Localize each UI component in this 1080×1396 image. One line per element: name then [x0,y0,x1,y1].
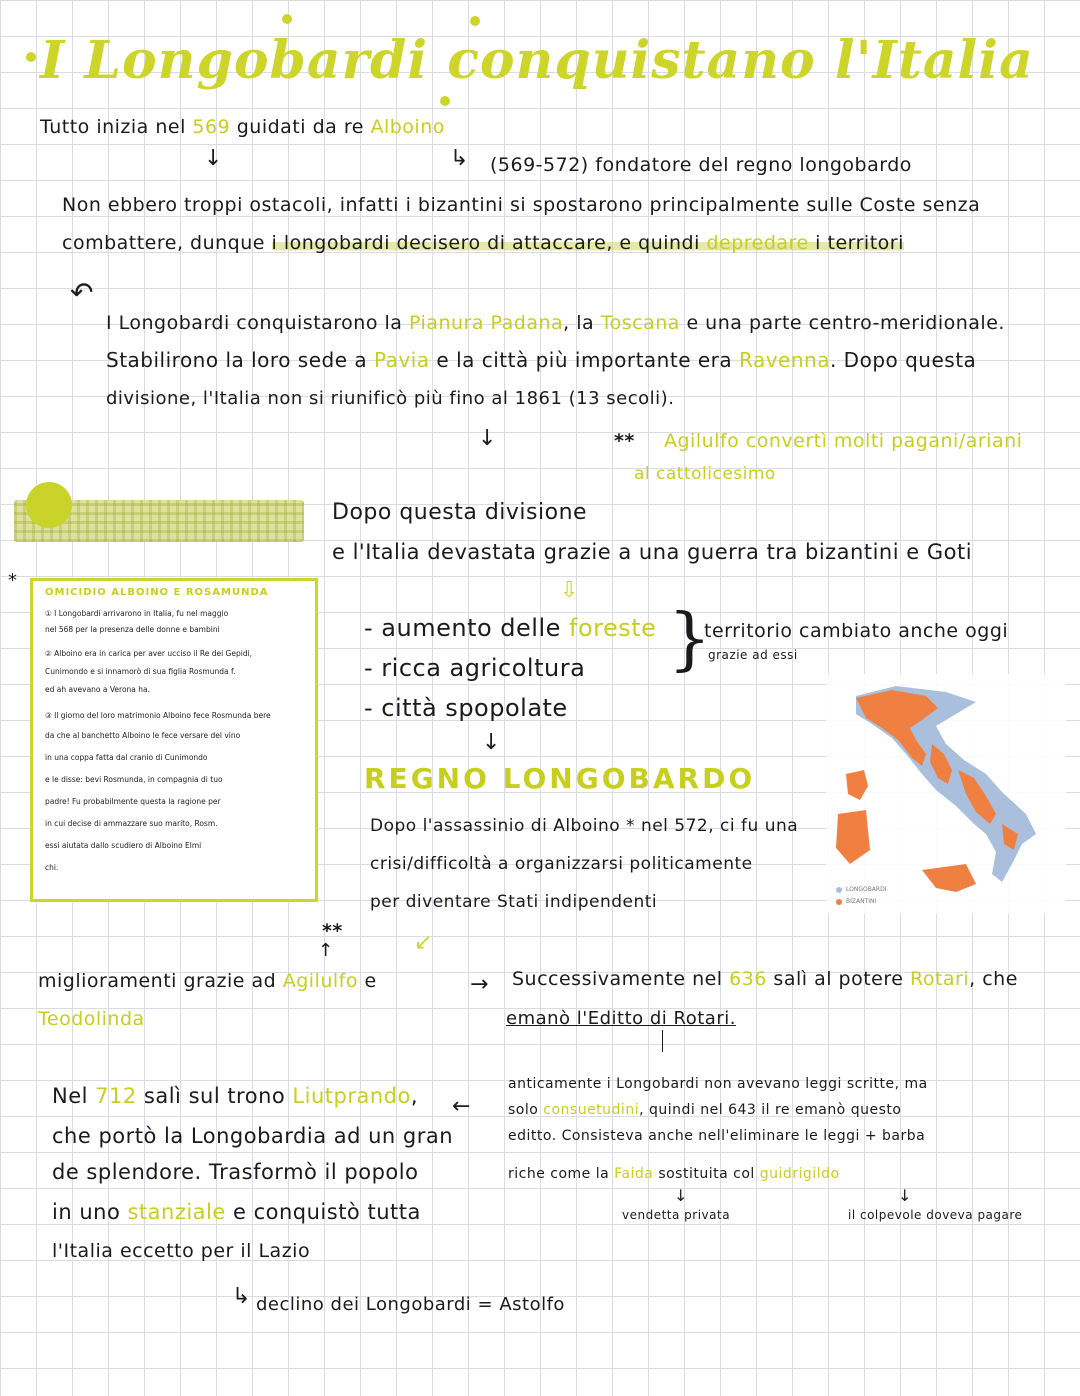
rotari-text: Successivamente nel [512,968,730,990]
consequence-item: - città spopolate [364,694,568,722]
rotari-text: salì al potere [766,968,910,990]
legend-bizantini-dot [836,899,842,905]
italy-map [826,674,1066,914]
agilulfo-note-line2: al cattolicesimo [634,464,776,484]
left-arrow-icon: ← [452,1094,471,1119]
division-line1: Dopo questa divisione [332,500,588,525]
para2-text: e una parte centro-meridionale. [679,312,1005,334]
consequence-item: - ricca agricoltura [364,654,586,682]
omicidio-box [30,578,318,902]
consequence-text: - aumento delle [364,614,570,642]
box-star: * [8,570,18,591]
brace-note1: territorio cambiato anche oggi [704,620,1009,642]
editto-line3: editto. Consisteva anche nell'eliminare le leggi + barba [508,1128,926,1144]
improvements-text: miglioramenti grazie ad [38,970,283,992]
para1-depredare: depredare [706,232,809,254]
legend-longobardi-dot [836,887,842,893]
pianura-padana: Pianura Padana [408,312,564,334]
liutprando-text: Nel [52,1084,96,1108]
hook-arrow-icon: ↶ [70,276,94,309]
rotari-year: 636 [729,968,767,990]
connector-line [662,1030,663,1052]
box-line: e le disse: bevi Rosmunda, in compagnia di tuo [45,775,223,784]
para1-highlight [272,232,904,254]
improvements-line1 [38,970,377,992]
liutprando-line4 [52,1200,421,1224]
box-line: Cunimondo e si innamorò di sua figlia Rosmunda f. [45,667,236,676]
regno-heading: REGNO LONGOBARDO [364,762,756,795]
box-line: padre! Fu probabilmente questa la ragione per [45,797,221,806]
toscana: Toscana [600,312,680,334]
box-line: essi aiutata dallo scudiero di Alboino Elmi [45,841,202,850]
consequence-item [364,614,656,642]
para2-text: , la [563,312,601,334]
pavia: Pavia [373,348,430,372]
teodolinda: Teodolinda [38,1008,145,1030]
editto-line1: anticamente i Longobardi non avevano leggi scritte, ma [508,1076,928,1092]
box-line: ② Alboino era in carica per aver ucciso il Re dei Gepidi, [45,649,253,658]
down-arrow-icon: ↓ [674,1186,688,1205]
rotari-line1 [512,968,1018,990]
pin-icon [26,482,72,528]
brace-icon: } [668,600,712,679]
editto-text: riche come la [508,1166,615,1182]
foreste: foreste [569,614,657,642]
box-line: nel 568 per la presenza delle donne e bambini [45,625,220,634]
legend-bizantini: BIZANTINI [846,898,877,905]
brace-note2: grazie ad essi [708,648,798,662]
box-line: chi. [45,863,59,872]
liutprando-line2: che portò la Longobardia ad un gran [52,1124,454,1148]
liutprando-line1 [52,1084,418,1108]
curved-arrow-icon: ↳ [450,146,469,171]
box-line: in una coppa fatta dal cranio di Cunimondo [45,753,208,762]
box-line: in cui decise di ammazzare suo marito, Rosm. [45,819,218,828]
page-title: I Longobardi conquistano l'Italia [40,30,1034,91]
checkmark-arrow-icon: ↙ [414,930,433,955]
improvements-text: e [357,970,377,992]
para1-text-d: i territori [808,232,904,254]
intro-text-2: guidati da re [230,116,371,138]
liutprando-text: e conquistò tutta [225,1200,421,1224]
intro-text: Tutto inizia nel [40,116,193,138]
title-dot [282,14,292,24]
regno-line1: Dopo l'assassinio di Alboino * nel 572, ci fu una [370,816,799,836]
title-dot [440,96,450,106]
legend-longobardi: LONGOBARDI [846,886,887,893]
regno-line3: per diventare Stati indipendenti [370,892,658,912]
down-arrow-icon: ⇩ [560,578,579,603]
down-arrow-icon: ↓ [478,426,497,451]
para1-text-b: i longobardi decisero di attaccare, e quindi [271,232,707,254]
liutprando-name: Liutprando [292,1084,411,1108]
agilulfo-note-line1: Agilulfo convertì molti pagani/ariani [664,430,1023,452]
intro-line [40,116,445,138]
division-line2: e l'Italia devastata grazie a una guerra tra bizantini e Goti [332,540,973,564]
right-arrow-icon: → [470,972,489,997]
editto-line2 [508,1102,901,1118]
down-arrow-icon: ↓ [482,730,501,755]
regno-line2: crisi/difficoltà a organizzarsi politicamente [370,854,753,874]
guidrigildo-meaning: il colpevole doveva pagare [848,1208,1023,1222]
title-dot [470,16,480,26]
para1-line2 [62,232,904,254]
rotari-text: , che [969,968,1018,990]
faida-meaning: vendetta privata [622,1208,731,1222]
editto-line4 [508,1166,840,1182]
para2-line1 [106,312,1005,334]
title-dot [26,52,36,62]
alboino-note: (569-572) fondatore del regno longobardo [490,154,912,176]
para2-text: . Dopo questa [829,348,977,372]
para2-line2 [106,348,976,372]
agilulfo-stars: ** [614,430,635,452]
box-line: da che al banchetto Alboino le fece versare del vino [45,731,241,740]
faida: Faida [614,1166,654,1182]
box-title: OMICIDIO ALBOINO E ROSAMUNDA [45,587,269,598]
editto-text: sostituita col [653,1166,760,1182]
guidrigildo: guidrigildo [759,1166,840,1182]
ravenna: Ravenna [739,348,830,372]
down-arrow-icon: ↓ [898,1186,912,1205]
decline-line: declino dei Longobardi = Astolfo [256,1294,565,1315]
editto-text: , quindi nel 643 il re emanò questo [639,1102,902,1118]
editto-text: solo [508,1102,544,1118]
liutprando-line5: l'Italia eccetto per il Lazio [52,1240,311,1262]
liutprando-text: in uno [52,1200,128,1224]
liutprando-line3: de splendore. Trasformò il popolo [52,1160,419,1184]
intro-year: 569 [192,116,231,138]
box-line: ① I Longobardi arrivarono in Italia, fu nel maggio [45,609,229,618]
curved-arrow-icon: ↳ [232,1284,251,1309]
consuetudini: consuetudini [543,1102,640,1118]
improvements-stars: ** [322,920,343,942]
rotari-name: Rotari [909,968,970,990]
para2-text: e la città più importante era [429,348,739,372]
rotari-line2: emanò l'Editto di Rotari. [506,1008,736,1029]
para1-line1: Non ebbero troppi ostacoli, infatti i bizantini si spostarono principalmente sulle Coste senza [62,194,981,216]
intro-king: Alboino [370,116,445,138]
liutprando-text: salì sul trono [136,1084,293,1108]
up-arrow-icon: ↑ [318,940,334,961]
para2-text: Stabilirono la loro sede a [106,348,374,372]
box-line: ③ Il giorno del loro matrimonio Alboino fece Rosmunda bere [45,711,271,720]
para2-line3: divisione, l'Italia non si riunificò più fino al 1861 (13 secoli). [106,388,675,409]
stanziale: stanziale [127,1200,226,1224]
agilulfo: Agilulfo [282,970,358,992]
para2-text: I Longobardi conquistarono la [106,312,409,334]
down-arrow-icon: ↓ [204,146,223,171]
liutprando-year: 712 [95,1084,137,1108]
para1-text: combattere, dunque [62,232,272,254]
liutprando-text: , [410,1084,419,1108]
box-line: ed ah avevano a Verona ha. [45,685,151,694]
